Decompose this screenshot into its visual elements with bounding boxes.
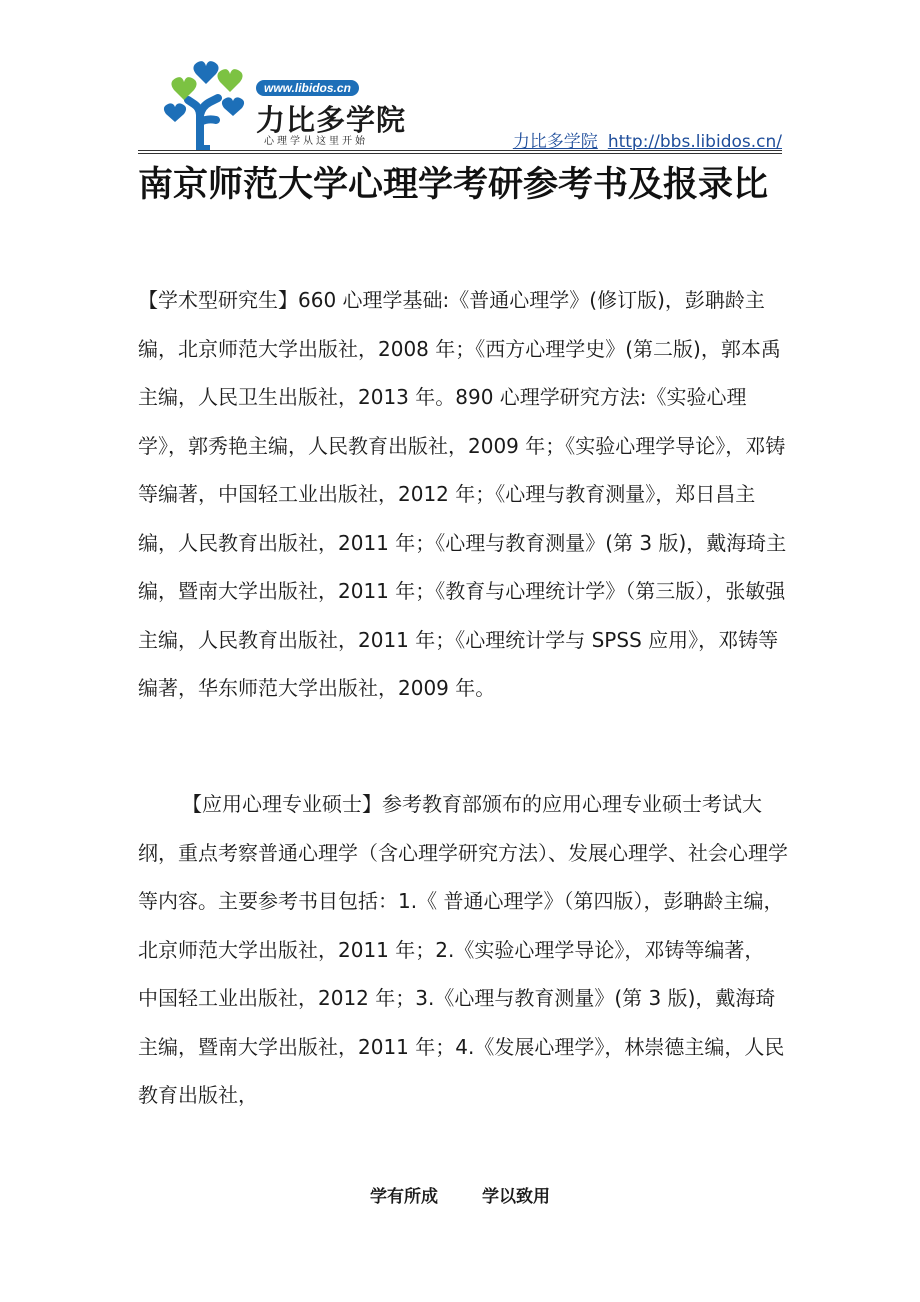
- footer-motto-right: 学以致用: [482, 1187, 550, 1207]
- paragraph-professional: 【应用心理专业硕士】参考教育部颁布的应用心理专业硕士考试大纲，重点考察普通心理学（含心理学研究方法）、发展心理学、社会心理学等内容。主要参考书目包括：1.《 普通心理学》（第四版），彭聃龄主编， 北京师范大学出版社，2011 年；2.《实验心理学导论》，邓铸等编著， 中国轻工业出版社，2012 年；3.《心理与教育测量》(第 3 版)，戴海琦主编，暨南大学出版社，2011 年；4.《发展心理学》，林崇德主编，人民教育出版社，: [138, 792, 788, 1107]
- page-footer: [0, 1182, 920, 1207]
- libidos-logo[interactable]: [160, 60, 420, 150]
- paragraph-academic: 【学术型研究生】660 心理学基础:《普通心理学》(修订版)，彭聃龄主编，北京师范大学出版社，2008 年；《西方心理学史》(第二版)，郭本禹主编，人民卫生出版社，2013 年。890 心理学研究方法:《实验心理学》，郭秀艳主编，人民教育出版社，2009 年；《实验心理学导论》，邓铸等编著，中国轻工业出版社，2012 年；《心理与教育测量》，郑日昌主编，人民教育出版社，2011 年；《心理与教育测量》(第 3 版)，戴海琦主编，暨南大学出版社，2011 年；《教育与心理统计学》（第三版），张敏强主编，人民教育出版社，2011 年；《心理统计学与 SPSS 应用》，邓铸等编著，华东师范大学出版社，2009 年。: [138, 288, 787, 700]
- page-title: 南京师范大学心理学考研参考书及报录比: [138, 164, 769, 205]
- logo-url-badge: www.libidos.cn: [256, 80, 359, 96]
- header-link-url[interactable]: http://bbs.libidos.cn/: [607, 132, 782, 152]
- logo-name: 力比多学院: [256, 103, 407, 137]
- footer-motto-left: 学有所成: [370, 1187, 438, 1207]
- header-divider: [138, 150, 782, 151]
- logo-slogan: 心理学从这里开始: [264, 136, 368, 147]
- tree-logo-icon: [160, 60, 252, 150]
- header-site-link[interactable]: [513, 127, 782, 152]
- header-divider-secondary: [138, 153, 782, 154]
- header-link-label[interactable]: 力比多学院: [512, 132, 598, 152]
